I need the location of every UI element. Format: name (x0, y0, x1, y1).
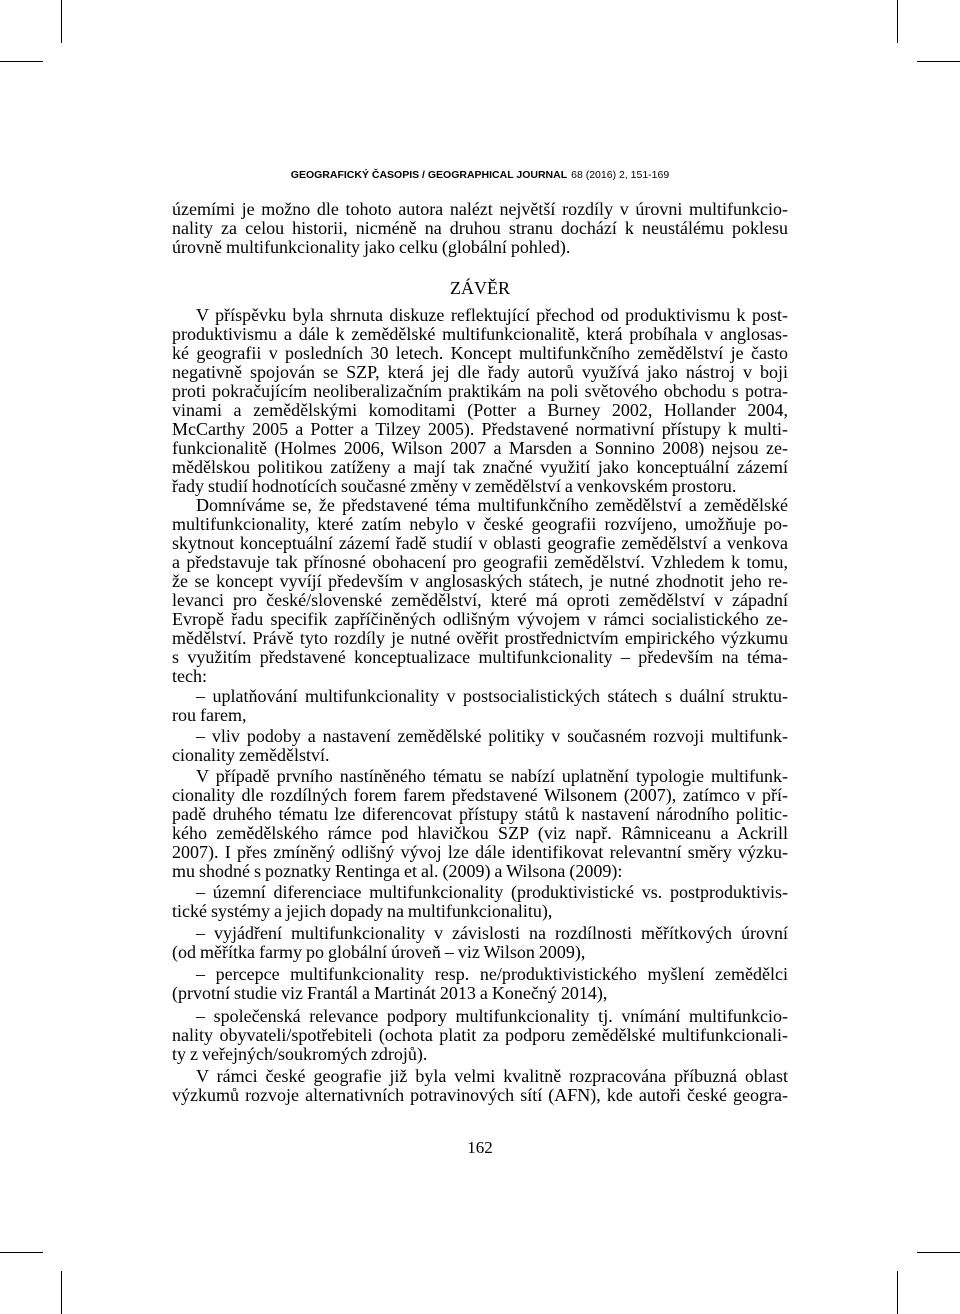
paragraph (172, 1067, 788, 1105)
text-line: negativně spojován se SZP, která jej dle řady autorů využívá jako nástroj v boji (172, 362, 788, 382)
text-line: V rámci české geografie již byla velmi kvalitně rozpracována příbuzná oblast (196, 1066, 788, 1086)
text-line: Evropě řadu specifik zapříčiněných odlišným vývojem v rámci socialistického ze- (172, 609, 788, 629)
text-line: výzkumů rozvoje alternativních potravinových sítí (AFN), kde autoři české geogra- (172, 1085, 788, 1105)
dash-list (172, 883, 788, 1064)
crop-mark (897, 0, 898, 43)
text-line: tické systémy a jejich dopady na multifunkcionalitu), (172, 901, 553, 921)
text-line: řady studií hodnotících současné změny v zemědělství a venkovském prostoru. (172, 476, 737, 496)
text-line: úrovně multifunkcionality jako celku (globální pohled). (172, 237, 571, 257)
paragraph (172, 306, 788, 496)
crop-mark (0, 1252, 43, 1253)
crop-mark (61, 0, 62, 43)
text-line: McCarthy 2005 a Potter a Tilzey 2005). Představené normativní přístupy k multi- (172, 419, 788, 439)
text-line: (od měřítka farmy po globální úroveň – viz Wilson 2009), (172, 942, 586, 962)
issue-info: 68 (2016) 2, 151-169 (571, 169, 670, 181)
crop-mark (0, 61, 43, 62)
text-line: ké geografii v posledních 30 letech. Koncept multifunkčního zemědělství je často (172, 343, 788, 363)
text-line: nality za celou historii, nicméně na druhou stranu dochází k neustálému poklesu (172, 218, 788, 238)
text-line: – vliv podoby a nastavení zemědělské politiky v současném rozvoji multifunk- (196, 726, 788, 746)
text-line: územími je možno dle tohoto autora nalézt největší rozdíly v úrovni multifunkcio- (172, 199, 788, 219)
running-header (0, 168, 960, 182)
text-line: cionality dle rozdílných forem farem představené Wilsonem (2007), zatímco v pří- (172, 785, 788, 805)
text-line: nality obyvateli/spotřebiteli (ochota platit za podporu zemědělské multifunkcionali- (172, 1025, 788, 1045)
text-line: – územní diferenciace multifunkcionality (produktivistické vs. postproduktivis- (196, 882, 788, 902)
text-line: vinami a zemědělskými komoditami (Potter a Burney 2002, Hollander 2004, (172, 400, 788, 420)
text-line: multifunkcionality, které zatím nebylo v české geografii rozvíjeno, umožňuje po- (172, 514, 788, 534)
page-number: 162 (467, 1138, 493, 1157)
text-line: padě druhého tématu lze diferencovat přístupy států k nastavení národního politic- (172, 804, 788, 824)
text-line: – percepce multifunkcionality resp. ne/produktivistického myšlení zemědělci (196, 964, 788, 984)
text-line: mědělství. Právě tyto rozdíly je nutné ověřit prostřednictvím empirického výzkumu (172, 628, 788, 648)
article-body (172, 200, 788, 1105)
text-line: kého zemědělského rámce pod hlavičkou SZP (viz např. Râmniceanu a Ackrill (172, 823, 788, 843)
text-line: ty z veřejných/soukromých zdrojů). (172, 1044, 428, 1064)
dash-list (172, 687, 788, 765)
text-line: produktivismu a dále k zemědělské multifunkcionalitě, která probíhala v anglosas- (172, 324, 788, 344)
text-line: – uplatňování multifunkcionality v postsocialistických státech s duální struktu- (196, 686, 788, 706)
text-line: – vyjádření multifunkcionality v závislosti na rozdílnosti měřítkových úrovní (196, 923, 788, 943)
list-item (172, 965, 788, 1003)
text-line: levanci pro české/slovenské zemědělství, které má oproti zemědělství v západní (172, 590, 788, 610)
text-line: funkcionalitě (Holmes 2006, Wilson 2007 a Marsden a Sonnino 2008) nejsou ze- (172, 438, 788, 458)
paragraph (172, 767, 788, 881)
text-line: cionality zemědělství. (172, 745, 330, 765)
text-line: Domníváme se, že představené téma multifunkčního zemědělství a zemědělské (196, 495, 788, 515)
crop-mark (897, 1271, 898, 1314)
list-item (172, 687, 788, 725)
crop-mark (61, 1271, 62, 1314)
list-item (172, 883, 788, 921)
text-line: s využitím představené konceptualizace multifunkcionality – především na téma- (172, 647, 788, 667)
text-line: proti pokračujícím neoliberalizačním praktikám na poli světového obchodu s potra- (172, 381, 788, 401)
text-line: tech: (172, 666, 207, 686)
paragraph (172, 200, 788, 257)
text-line: V případě prvního nastíněného tématu se nabízí uplatnění typologie multifunk- (196, 766, 788, 786)
crop-mark (917, 1252, 960, 1253)
text-line: rou farem, (172, 705, 247, 725)
text-line: že se koncept vyvíjí především v anglosaských státech, je nutné zhodnotit jeho re- (172, 571, 788, 591)
journal-title: GEOGRAFICKÝ ČASOPIS / GEOGRAPHICAL JOURNAL (290, 169, 568, 181)
text-line: 2007). I přes zmíněný odlišný vývoj lze dále identifikovat relevantní směry výzku- (172, 842, 788, 862)
crop-mark (917, 61, 960, 62)
text-line: mu shodné s poznatky Rentinga et al. (2009) a Wilsona (2009): (172, 861, 623, 881)
text-line: V příspěvku byla shrnuta diskuze reflektující přechod od produktivismu k post- (196, 305, 788, 325)
section-heading: ZÁVĚR (450, 278, 510, 298)
list-item (172, 727, 788, 765)
paragraph (172, 496, 788, 686)
text-line: skytnout konceptuální zázemí řadě studií v oblasti geografie zemědělství a venkova (172, 533, 788, 553)
list-item (172, 1007, 788, 1064)
text-line: mědělskou politikou zatíženy a mají tak značné využití jako konceptuální zázemí (172, 457, 788, 477)
text-line: – společenská relevance podpory multifunkcionality tj. vnímání multifunkcio- (196, 1006, 788, 1026)
text-line: a představuje tak přínosné obohacení pro geografii zemědělství. Vzhledem k tomu, (172, 552, 788, 572)
text-line: (prvotní studie viz Frantál a Martinát 2013 a Konečný 2014), (172, 983, 608, 1003)
list-item (172, 924, 788, 962)
